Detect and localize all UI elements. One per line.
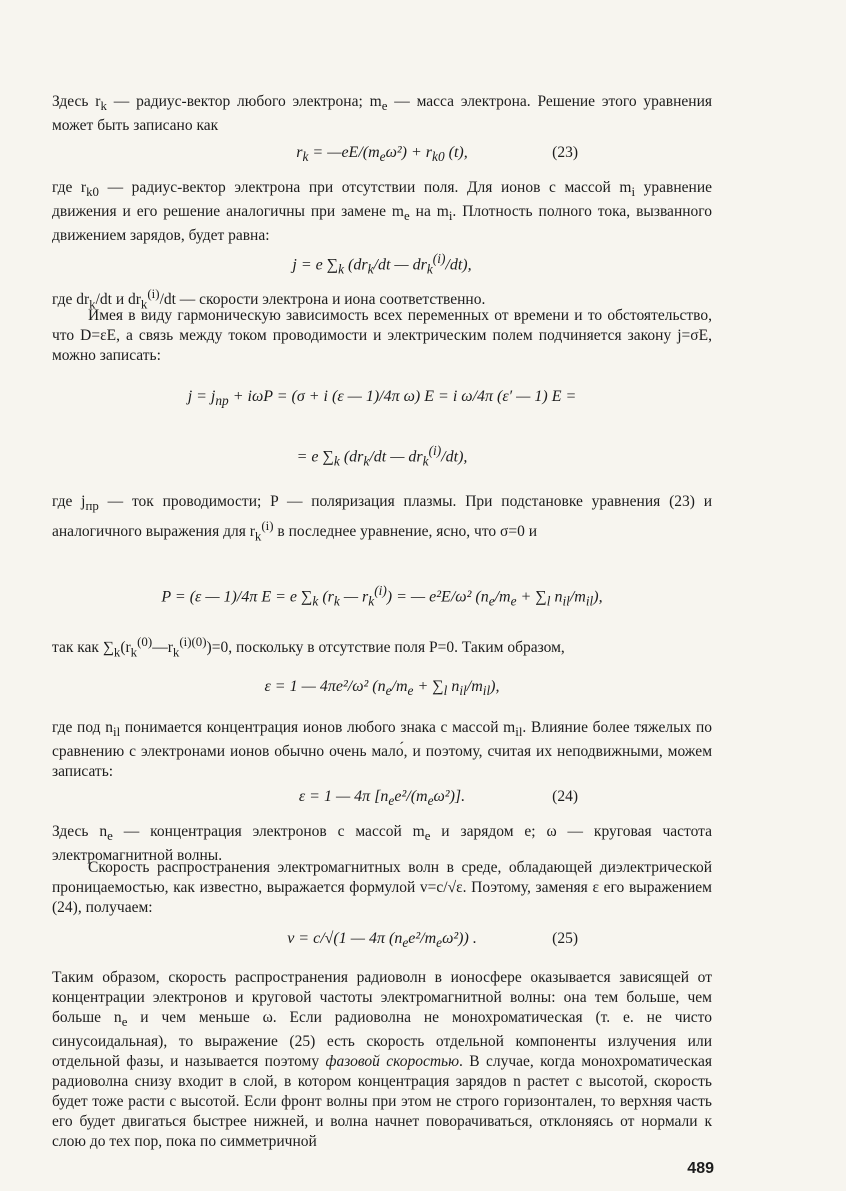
paragraph-4: Имея в виду гармоническую зависимость всех переменных от времени и то обстоятельство, что D=εE, а связь между током проводимости и электрическим полем подчиняется закону j=σE, можно записать: (52, 307, 712, 364)
equation-23-body: $r_k$ = $—eE/(m_e\omega^2) + r_{k0}$ (t), (296, 144, 468, 165)
paragraph-8: Здесь $n_e$ — концентрация электронов с массой $m_e$ и зарядом e; ω — круговая частота электромагнитной волны. (52, 823, 712, 865)
paragraph-7: где под $n_{il}$ понимается концентрация ионов любого знака с массой $m_{il}$. Влияние более тяжелых по сравнению с электронами ионов обычно очень мало́, и поэтому, считая их неподвижными, можем записать: (52, 719, 713, 781)
equation-current-2b: = e $\sum_k$ ($dr_k/dt$ — $dr_k^{(i)}/dt$), (296, 443, 468, 469)
equation-24 (52, 786, 712, 812)
equation-24-number: (24) (552, 788, 578, 805)
equation-23-number: (23) (552, 144, 578, 161)
paragraph-3: где $dr_k/dt$ и $dr_k^{(i)}/dt$ — скорости электрона и иона соответственно. (52, 286, 486, 312)
paragraph-9: Скорость распространения электромагнитных волн в среде, обладающей диэлектрической проницаемостью, как известно, выражается формулой v=c/√ε. Поэтому, заменяя ε его выражением (24), получаем: (52, 859, 712, 916)
equation-25-number: (25) (552, 930, 578, 947)
equation-23 (52, 142, 712, 168)
paragraph-2: где $r_{k0}$ — радиус-вектор электрона при отсутствии поля. Для ионов с массой $m_i$ уравнение движения и его решение аналогичны при замене $m_e$ на $m_i$. Плотность полного тока, вызванного движением зарядов, будет равна: (52, 179, 713, 245)
paragraph-10: Таким образом, скорость распространения радиоволн в ионосфере оказывается зависящей от концентрации электронов и круговой частоты электромагнитной волны: она тем больше, чем больше $n_e$ и чем меньше ω. Если радиоволна не монохроматическая (т. е. не чисто синусоидальная), то выражение (25) есть скорость отдельной компоненты излучения или отдельной фазы, и называется поэтому фазовой скоростью. В случае, когда монохроматическая радиоволна снизу входит в слой, в котором концентрация зарядов n растет с высотой, скорость будет тоже расти с высотой. Если фронт волны при этом не строго горизонтален, то верхняя часть его будет двигаться быстрее нижней, и волна начнет поворачиваться, отклоняясь от нормали к слою до тех пор, пока по симметричной (52, 969, 712, 1151)
equation-polarization: P = (ε — 1)/4π E = e $\sum_k$ ($r_k$ — $r_k^{(i)}$) = — e²E/ω² ($n_e/m_e + \sum_l$ $n_{il}/m_{il}$), (161, 583, 603, 609)
page-number: 489 (687, 1160, 714, 1177)
paragraph-6: так как $\sum_k(r_k^{(0)}—r_k^{(i)(0)})=0$, поскольку в отсутствие поля P=0. Таким образом, (52, 634, 565, 660)
equation-25-body: v = c/√(1 — 4π $(n_ee^2/m_e\omega^2)$) . (287, 930, 477, 951)
equation-epsilon: ε = 1 — 4πe²/ω² ($n_e/m_e + \sum_l$ $n_{il}/m_{il}$), (264, 678, 500, 699)
equation-current-2a: $j = j_{пр} + i\omega P = (\sigma + i$ (ε — 1)/4π ω) E = i ω/4π (ε′ — 1) E = (187, 388, 577, 409)
paragraph-1: Здесь $r_k$ — радиус-вектор любого электрона; $m_e$ — масса электрона. Решение этого уравнения может быть записано как (52, 93, 713, 135)
equation-24-body: ε = 1 — 4π $[n_ee^2/(m_e\omega^2)]$. (298, 788, 466, 809)
equation-current: j = e $\sum_k$ ($dr_k/dt$ — $dr_k^{(i)}/dt$), (292, 251, 472, 277)
equation-25 (52, 928, 712, 954)
paragraph-5: где $j_{пр}$ — ток проводимости; P — поляризация плазмы. При подстановке уравнения (23) и аналогичного выражения для $r_k^{(i)}$ в последнее уравнение, ясно, что σ=0 и (52, 493, 712, 544)
